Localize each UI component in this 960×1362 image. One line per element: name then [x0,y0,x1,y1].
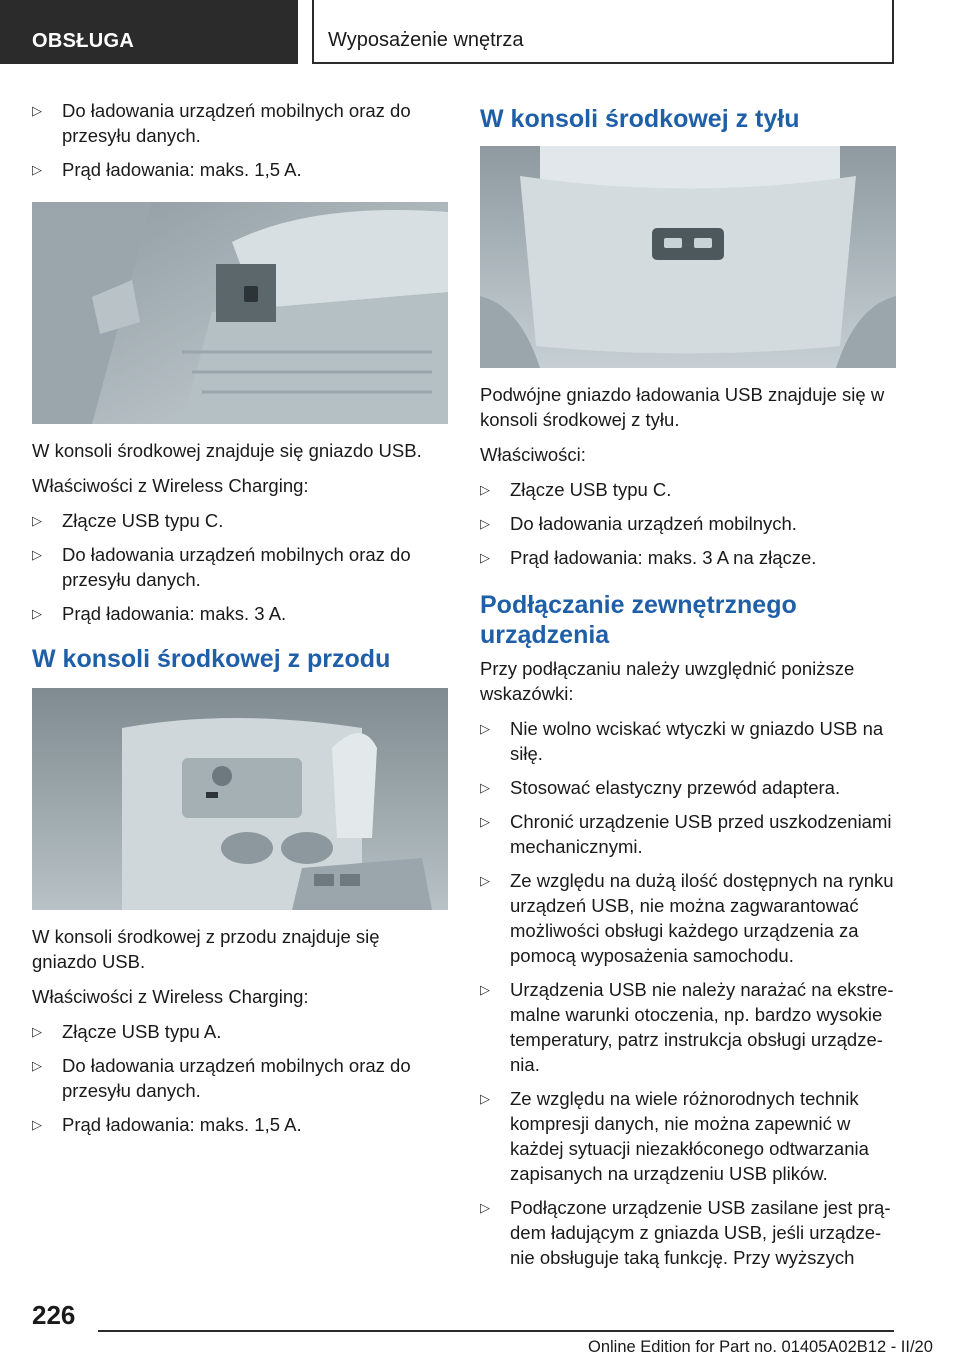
figure-front-console [32,688,448,910]
list-item: ▷ Chronić urządzenie USB przed uszkodzeniami mechanicznymi. [480,811,892,857]
connect-intro: Przy podłączaniu należy uwzględnić poniższe wskazówki: [480,658,855,704]
triangle-bullet-icon: ▷ [32,162,42,177]
figure-rear-console [480,146,896,368]
footer-divider [98,1330,894,1332]
list-item: ▷ Nie wolno wciskać wtyczki w gniazdo USB na siłę. [480,718,884,764]
list-item: ▷ Do ładowania urządzeń mobilnych oraz do przesyłu danych. [32,1055,411,1101]
triangle-bullet-icon: ▷ [480,814,490,829]
triangle-bullet-icon: ▷ [32,606,42,621]
page-header [0,0,960,66]
list-item: ▷ Do ładowania urządzeń mobilnych. [480,513,797,534]
properties-title: Właściwości z Wireless Charging: [32,986,309,1007]
caption-usb-console: W konsoli środkowej znajduje się gniazdo USB. [32,440,422,461]
triangle-bullet-icon: ▷ [32,547,42,562]
triangle-bullet-icon: ▷ [480,550,490,565]
triangle-bullet-icon: ▷ [32,1024,42,1039]
triangle-bullet-icon: ▷ [480,780,490,795]
list-item: ▷ Ze względu na wiele różnorodnych technik kompresji danych, nie można zapewnić w każdej sytuacji niezakłóconego odtwarzania zapisanych na urządzeniu USB plików. [480,1088,869,1184]
properties-title: Właściwości: [480,444,586,465]
list-item: ▷ Ze względu na dużą ilość dostępnych na rynku urządzeń USB, nie można zagwarantować możliwości obsługi każdego urządzenia za pomocą wyposażenia samochodu. [480,870,894,966]
triangle-bullet-icon: ▷ [480,982,490,997]
heading-connect-device: Podłączanie zewnętrznego urządzenia [480,591,797,649]
page-number: 226 [32,1300,76,1330]
triangle-bullet-icon: ▷ [480,721,490,736]
properties-title: Właściwości z Wireless Charging: [32,475,309,496]
figure-usb-console [32,202,448,424]
caption-rear-console: Podwójne gniazdo ładowania USB znajduje się w konsoli środkowej z tyłu. [480,384,885,430]
triangle-bullet-icon: ▷ [32,103,42,118]
chapter-title: Wyposażenie wnętrza [312,0,894,64]
caption-front-console: W konsoli środkowej z przodu znajduje się gniazdo USB. [32,926,380,972]
list-item: ▷ Prąd ładowania: maks. 3 A na złącze. [480,547,817,568]
triangle-bullet-icon: ▷ [480,1091,490,1106]
triangle-bullet-icon: ▷ [480,873,490,888]
triangle-bullet-icon: ▷ [32,513,42,528]
heading-front-console: W konsoli środkowej z przodu [32,645,391,673]
list-item: ▷ Prąd ładowania: maks. 1,5 A. [32,1114,302,1135]
list-item: ▷ Złącze USB typu C. [32,510,224,531]
left-column [32,98,448,1146]
list-item: ▷ Złącze USB typu C. [480,479,672,500]
list-item: ▷ Stosować elastyczny przewód adaptera. [480,777,841,798]
heading-rear-console: W konsoli środkowej z tyłu [480,105,800,133]
triangle-bullet-icon: ▷ [32,1117,42,1132]
list-item: ▷ Prąd ładowania: maks. 1,5 A. [32,159,302,180]
edition-note: Online Edition for Part no. 01405A02B12 - II/20 [588,1338,933,1356]
section-tab: OBSŁUGA [0,0,298,64]
right-column [480,104,896,1279]
triangle-bullet-icon: ▷ [480,516,490,531]
list-item: ▷ Do ładowania urządzeń mobilnych oraz do przesyłu danych. [32,100,411,146]
triangle-bullet-icon: ▷ [480,1200,490,1215]
triangle-bullet-icon: ▷ [32,1058,42,1073]
list-item: ▷ Podłączone urządzenie USB zasilane jest prądem ładującym z gniazda USB, jeśli urządzenie obsługuje taką funkcję. Przy wyższych [480,1197,891,1268]
list-item: ▷ Złącze USB typu A. [32,1021,222,1042]
list-item: ▷ Prąd ładowania: maks. 3 A. [32,603,287,624]
triangle-bullet-icon: ▷ [480,482,490,497]
list-item: ▷ Urządzenia USB nie należy narażać na ekstremalne warunki otoczenia, np. bardzo wysokie temperatury, patrz instrukcja obsługi urządzenia. [480,979,894,1075]
list-item: ▷ Do ładowania urządzeń mobilnych oraz do przesyłu danych. [32,544,411,590]
